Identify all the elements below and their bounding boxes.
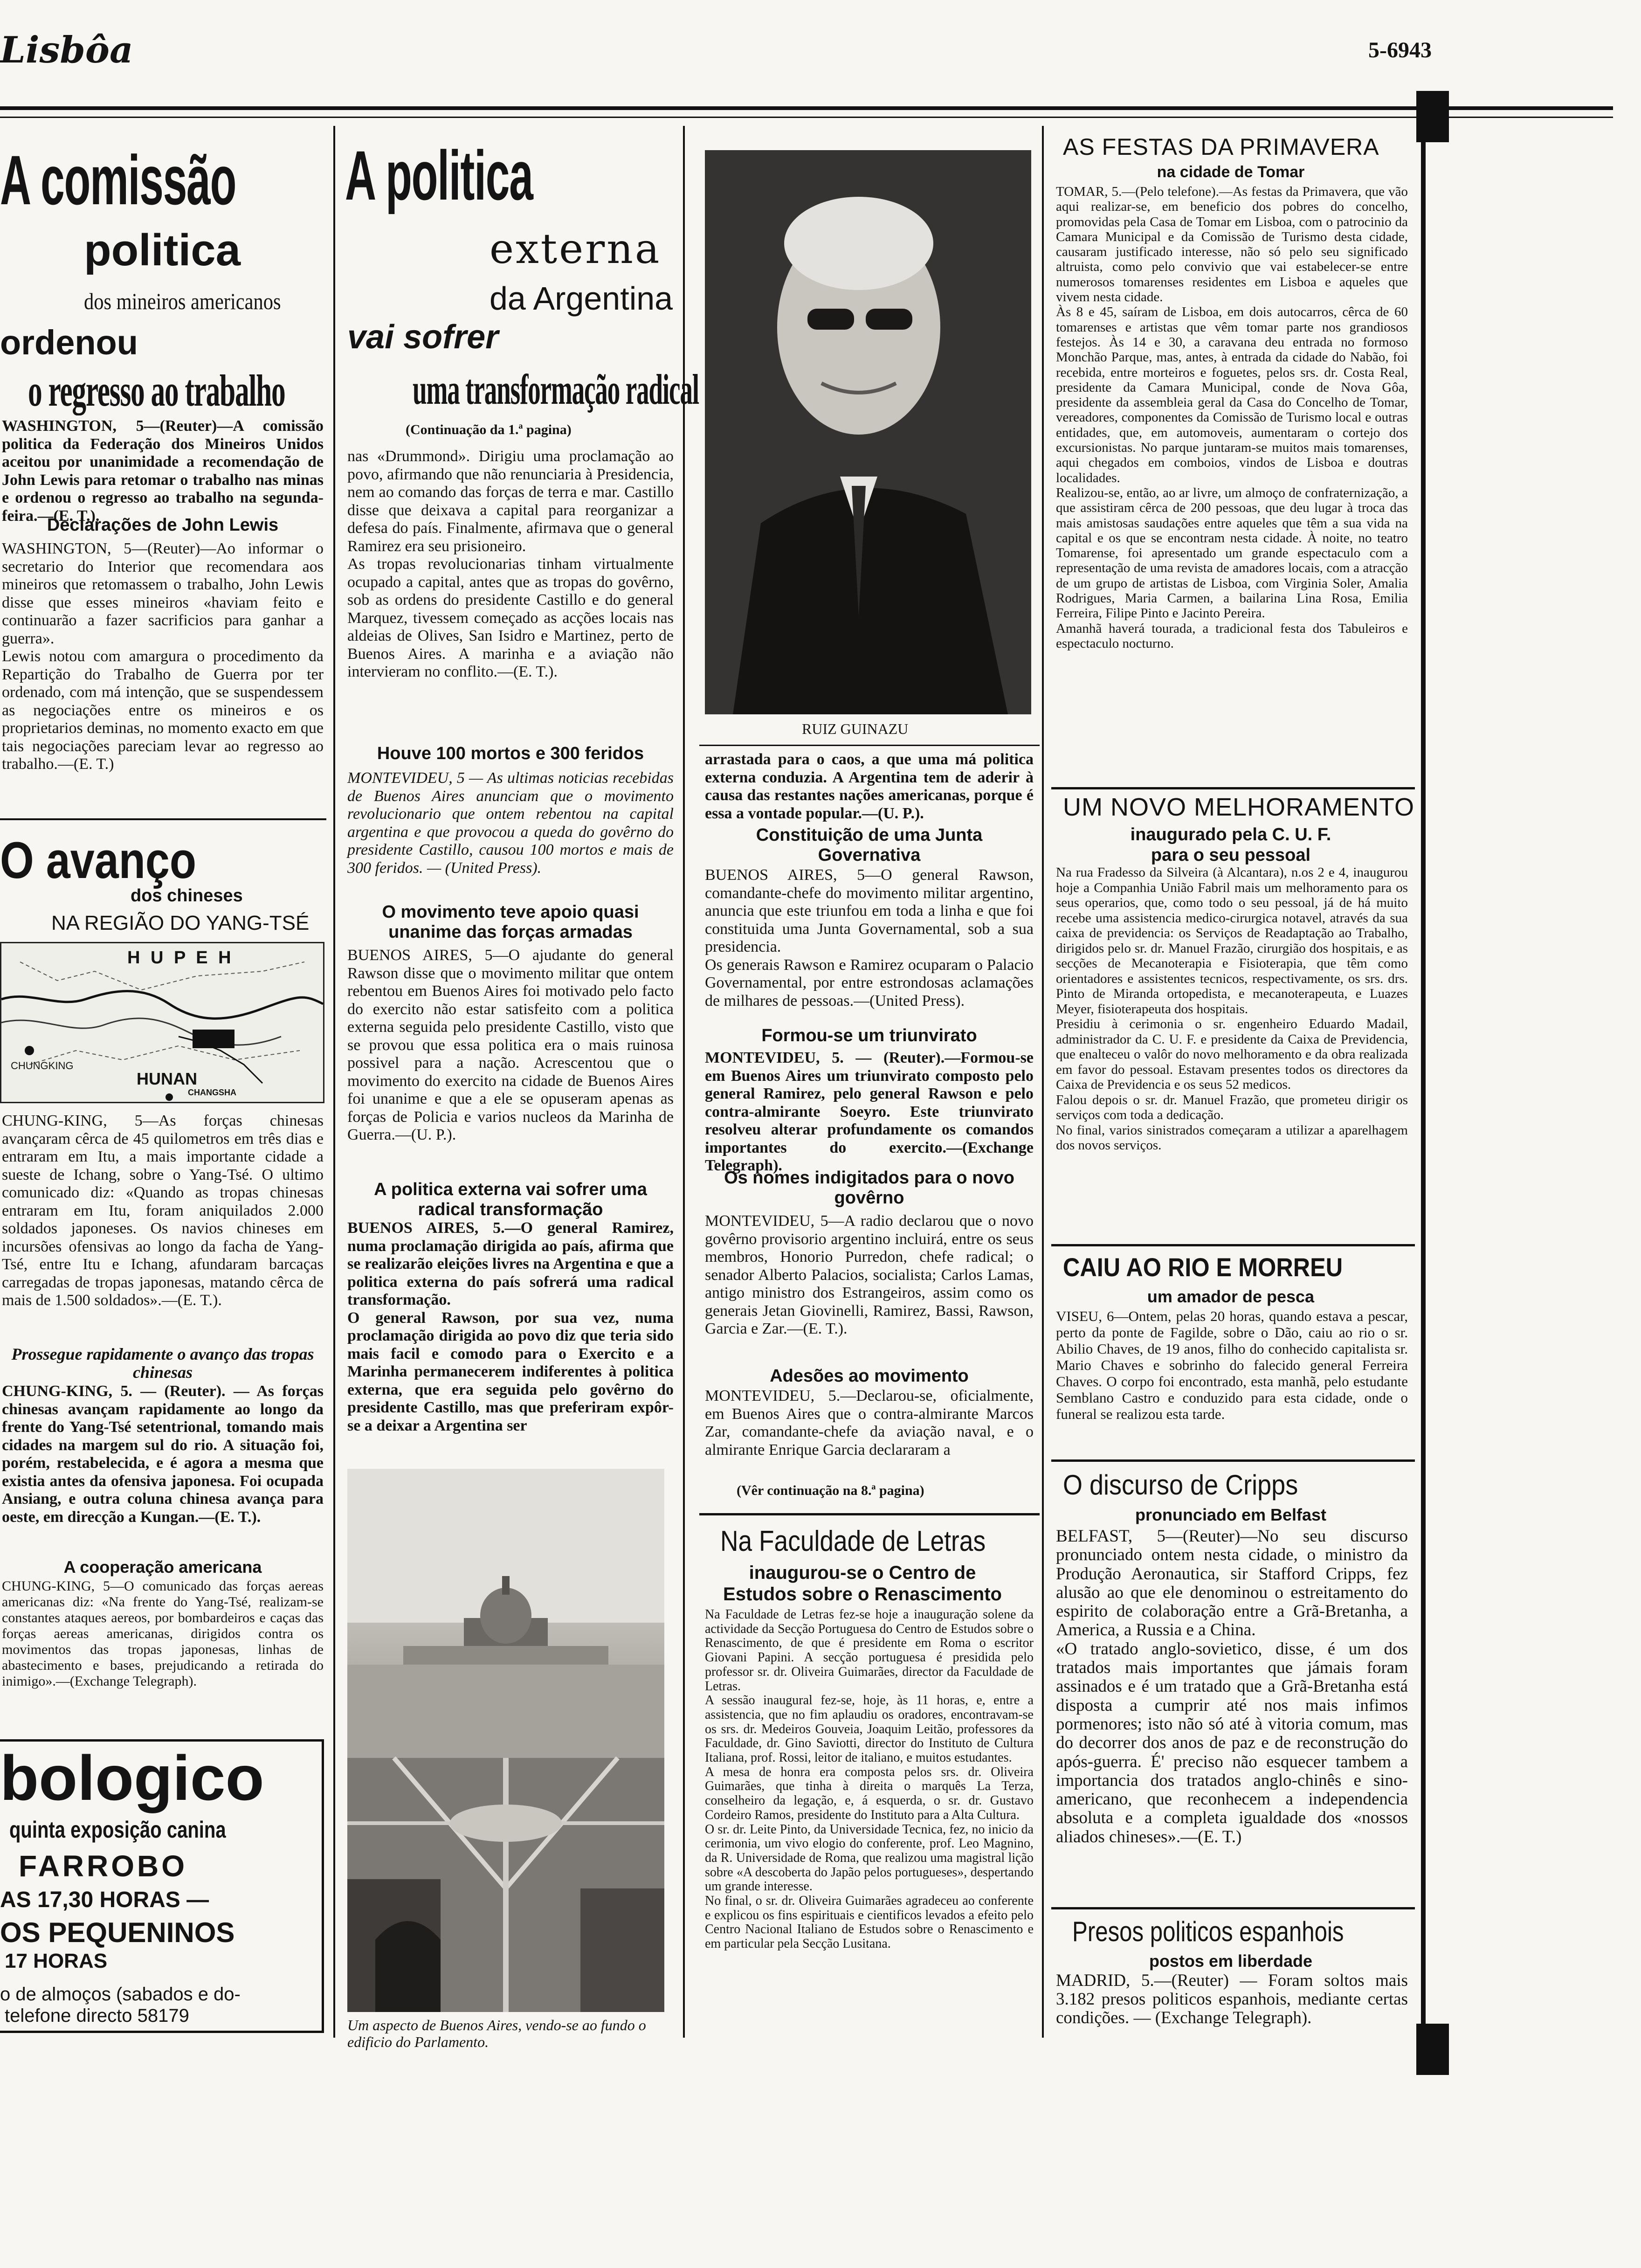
subhead-pesca: um amador de pesca (1147, 1287, 1315, 1306)
article-apoio: BUENOS AIRES, 5—O ajudante do general Rawson disse que o movimento militar que ontem rebentou em Buenos Aires foi motivado pelo facto do exercito não estar satisfeito com a politica externa seguida pelo presidente Castillo, visto que se provou que essa politica era o mais ruinosa possivel para a nação. Acrescentou que o movimento do exercito na cidade de Buenos Aires foi unanime e que a ele se opuseram apenas as forças de Policia e varios nucleos da Marinha de Guerra.—(U. P.). (347, 947, 674, 1143)
column-divider (333, 126, 335, 2038)
ad-line1: quinta exposição canina (9, 1817, 226, 1843)
subhead-nomes: Os nomes indigitados para o novo govêrno (724, 1168, 1014, 1208)
subhead-belfast: pronunciado em Belfast (1135, 1505, 1327, 1524)
headline-regresso: o regresso ao trabalho (28, 366, 285, 415)
section-rule (0, 818, 326, 820)
headline-politica: politica (84, 225, 241, 275)
section-rule (1051, 1459, 1415, 1462)
subhead-chineses: dos chineses (131, 886, 243, 906)
continuation-8-note: (Vêr continuação na 8.ª pagina) (737, 1483, 924, 1498)
photo-buenos-aires (347, 1469, 664, 2012)
page-edge-rule (1421, 107, 1426, 2066)
subhead-liberdade: postos em liberdade (1149, 1951, 1313, 1971)
article-melhoramento: Na rua Fradesso da Silveira (à Alcantara), n.os 2 e 4, inaugurou hoje a Companhia União Fabril mais um melhoramento para os seus operarios, que, como todo o seu pessoal, já de há muito recebe uma assistencia medico-cirurgica notavel, através da sua caixa de previdencia: os Serviços de Readaptação ao Trabalho, dirigidos pelo sr. dr. Manuel Frazão, cirurgião dos hospitais, e as secções de Mecanoterapia e Fisioterapia, que têm como orientadores e assistentes tecnicos, respectivamente, os srs. drs. Pinto de Miranda ortopedista, e mecanoterapeuta, e Luazes Meyer, fisioterapeuta dos hospitais. Presidiu à cerimonia o sr. engenheiro Eduardo Madail, administrador da C. U. F. e presidente da Caixa de Previdencia, que enalteceu o valôr do novo melhoramento e da obra realizada em favor do pessoal. Estavam presentes todos os directores da Caixa de Previdencia e os seus 52 medicos. Falou depois o sr. dr. Manuel Frazão, que prometeu dirigir os serviços com toda a dedicação. No final, varios sinistrados começaram a utilizar a aparelhagem dos novos serviços. (1056, 865, 1408, 1153)
page-edge-marker (1416, 91, 1449, 142)
masthead-city: Lisbôa (0, 29, 133, 71)
page-edge-marker (1416, 2024, 1449, 2075)
subhead-cuf: inaugurado pela C. U. F. para o seu pessoal (1130, 825, 1331, 865)
article-nomes: MONTEVIDEU, 5—A radio declarou que o novo govêrno provisorio argentino incluirá, entre os seus membros, Honorio Purredon, chefe radical; o senador Alberto Palacios, socialista; Carlos Lamas, antigo ministro dos Estrangeiros, assim como os generais Jetan Giovinelli, Ramirez, Bassi, Rawson, Garcia e Zar.—(E. T.). (705, 1212, 1034, 1337)
ad-line2: FARROBO (19, 1849, 187, 1883)
headline-comissao: A comissão (0, 141, 236, 219)
ad-line3: AS 17,30 HORAS — (0, 1888, 209, 1912)
headline-vai-sofrer: vai sofrer (347, 318, 499, 356)
article-transformacao: BUENOS AIRES, 5.—O general Ramirez, numa proclamação dirigida ao país, afirma que se realizarão eleições livres na Argentina e que a politica externa do país sofrerá uma radical transformação. O general Rawson, por sua vez, numa proclamação dirigida ao povo diz que teria sido mais facil e comodo para o Exercito e a Marinha permanecerem indiferentes à politica externa, que era seguida pelo govêrno do presidente Castillo, mas que preferiram expôr-se a deixar a Argentina ser (347, 1219, 674, 1434)
headline-caiu-rio: CAIU AO RIO E MORREU (1063, 1252, 1343, 1282)
ad-line4: OS PEQUENINOS (0, 1917, 235, 1948)
section-rule (1051, 787, 1415, 789)
article-comissao-body: WASHINGTON, 5—(Reuter)—Ao informar o secretario do Interior que recomendara aos mineiros que retomassem o trabalho, John Lewis disse que esses mineiros «haviam feito e continuarão a fazer sacrificios para ganhar a guerra». Lewis notou com amargura o procedimento da Repartição do Trabalho de Guerra por ter ordenado, com má intenção, que se suspendessem as negociações entre os mineiros e os proprietarios deminas, no momento exacto em que tais negociações pareciam levar ao regresso ao trabalho.—(E. T.) (2, 540, 324, 773)
masthead-rule (0, 106, 1613, 110)
masthead-rule-thin (0, 117, 1613, 118)
subhead-junta: Constituição de uma Junta Governativa (756, 825, 983, 865)
subhead-prossegue: Prossegue rapidamente o avanço das tropas chinesas (11, 1345, 314, 1382)
article-argentina-body: nas «Drummond». Dirigiu uma proclamação ao povo, afirmando que não renunciaria à Presidencia, nem ao comando das forças de terra e mar. Castillo disse que deixava a capital para reorganizar a defesa do país. Finalmente, afirmava que o general Ramirez era seu prisioneiro. As tropas revolucionarias tinham virtualmente ocupado a capital, antes que as tropas do govêrno, sob as ordens do presidente Castillo e do general Marquez, tivessem começado as acções locais nas aldeias de Olives, San Isidro e Martinez, perto de Buenos Aires. A marinha e a aviação não intervieram no conflito.—(E. T.). (347, 448, 674, 680)
map-yang-tse (0, 942, 324, 1103)
ad-line7: telefone directo 58179 (5, 2005, 189, 2026)
subhead-triunvirato: Formou-se um triunvirato (761, 1026, 977, 1045)
article-mortos: MONTEVIDEU, 5 — As ultimas noticias recebidas de Buenos Aires anunciam que o movimento revolucionario que ontem rebentou na capital argentina e que provocou a queda do govêrno do presidente Castillo, causou 100 mortos e mais de 300 feridos. — (United Press). (347, 769, 674, 877)
headline-transformacao: uma transformação radical (413, 366, 699, 413)
advertisement-box (0, 1739, 324, 2033)
article-faculdade: Na Faculdade de Letras fez-se hoje a inauguração solene da actividade da Secção Portuguesa do Centro de Estudos sobre o Renascimento, de que é presidente em Roma o escritor Giovani Papini. A secção portuguesa é presidida pelo professor sr. dr. Oliveira Guimarães, director da Faculdade de Letras. A sessão inaugural fez-se, hoje, às 11 horas, e, entre a assistencia, que no fim aplaudiu os oradores, encontravam-se os srs. dr. Medeiros Gouveia, Joaquim Leitão, professores da Faculdade, dr. Gino Saviotti, director do Instituto de Cultura Italiana, prof. Rossi, leitor de italiano, e muitos estudantes. A mesa de honra era composta pelos srs. dr. Oliveira Guimarães, que tinha à direita o marquês La Terza, conselheiro da legação, e, á esquerda, o sr. dr. Gustavo Cordeiro Ramos, presidente do Instituto para a Alta Cultura. O sr. dr. Leite Pinto, da Universidade Tecnica, fez, no inicio da cerimonia, um vivo elogio do conferente, prof. Leo Magnino, da R. Universidade de Roma, que realizou uma magistral lição sobre «A descoberta do Japão pelos portugueses», despertando um grande interesse. No final, o sr. dr. Oliveira Guimarães agradeceu ao conferente e explicou os fins espirituais e cientificos levados a efeito pelo Centro Nacional Italiano de Estudos sobre o Renascimento e em particular pela Secção Lusitana. (705, 1607, 1034, 1951)
headline-da-argentina: da Argentina (490, 280, 673, 317)
headline-a-politica: A politica (345, 136, 533, 214)
subhead-centro-estudos: inaugurou-se o Centro de Estudos sobre o Renascimento (723, 1563, 1002, 1604)
headline-avanco: O avanço (0, 832, 196, 889)
photo-caption-guinazu: RUIZ GUINAZU (802, 720, 909, 737)
map-label-hupeh: H U P E H (127, 948, 234, 968)
subhead-tomar: na cidade de Tomar (1157, 163, 1305, 181)
map-label-changsha: CHANGSHA (188, 1088, 237, 1097)
headline-faculdade: Na Faculdade de Letras (720, 1525, 986, 1557)
ad-line6: o de almoços (sabados e do- (0, 1984, 241, 2005)
article-festas: TOMAR, 5.—(Pelo telefone).—As festas da Primavera, que vão aqui realizar-se, em beneficio dos pobres do concelho, promovidas pela Casa de Tomar em Lisboa, com o patrocinio da Camara Municipal e da Comissão de Turismo desta cidade, causaram justificado interesse, não só pelo seu significado altruista, como pelo convivio que vai estabelecer-se entre numerosos tomarenses residentes em Lisboa e aqueles que vivem nesta cidade. Às 8 e 45, saíram de Lisboa, em dois autocarros, cêrca de 60 tomarenses e artistas que vêm tomar parte nos grandiosos festejos. Às 14 e 30, a caravana deu entrada no formoso Monchão Parque, mas, antes, à entrada da cidade do Nabão, foi recebida, entre morteiros e foguetes, pelos srs. dr. Costa Real, presidente da Camara Municipal, conde de Nova Gôa, presidente da assembleia geral da Casa do Concelho de Tomar, vereadores, componentes da Comissão de Turismo local e outras entidades, que, em automoveis, aumentaram o cortejo dos excursionistas. No parque juntaram-se muitos mais tomarenses, aqui chegados em comboios, vindos de Lisboa e doutras localidades. Realizou-se, então, ao ar livre, um almoço de confraternização, a que assistiram cêrca de 200 pessoas, que deu lugar à troca das mais amistosas saudações entre aqueles que têm a sua vida na capital e os que se encontram nesta cidade. À noite, no teatro Tomarense, foi apresentado um grande espectaculo com a representação de uma revista de amadores locais, com a atracção de um grupo de artistas de Lisboa, com Virginia Soler, Amalia Rodrigues, Maria Carmen, a bailarina Lina Rosa, Emilia Ferreira, Filipe Pinto e Jacinto Pereira. Amanhã haverá tourada, a tradicional festa dos Tabuleiros e espectaculo nocturno. (1056, 184, 1408, 651)
subhead-yang-tse: NA REGIÃO DO YANG-TSÉ (51, 912, 310, 934)
ad-line5: 17 HORAS (5, 1950, 108, 1972)
section-rule (1051, 1907, 1415, 1909)
headline-presos: Presos politicos espanhois (1072, 1916, 1344, 1947)
subhead-apoio: O movimento teve apoio quasi unanime das forças armadas (382, 902, 639, 942)
masthead-date-code: 5-6943 (1368, 38, 1432, 62)
subhead-cooperacao: A cooperação americana (63, 1557, 262, 1577)
article-avanco-body2: CHUNG-KING, 5. — (Reuter). — As forças chinesas avançam rapidamente ao longo da frente do Yang-Tsé setentrional, tomando mais cidades na margem sul do rio. A situação foi, porém, restabelecida, e é agora a mesma que existia antes da ofensiva japonesa. Foi ocupada Ansiang, e outra coluna chinesa avança para oeste, em direcção a Kungan.—(E. T.). (2, 1383, 324, 1526)
section-rule (699, 1513, 1040, 1515)
photo-portrait-drawing (705, 150, 1031, 714)
article-avanco-body: CHUNG-KING, 5—As forças chinesas avançaram cêrca de 45 quilometros em três dias e entraram em Itu, a mais importante cidade a sueste de Ichang, sobre o Yang-Tsé. O ultimo comunicado diz: «Quando as tropas chinesas entraram em Itu, foram aniquilados 2.000 soldados japoneses. Os navios chineses em incursões ofensivas ao longo da facha de Yang-Tsé, entre Itu e Ichang, afundaram barcaças carregadas de tropas japonesas, matando cêrca de mais de 1.500 soldados».—(E. T.). (2, 1112, 324, 1309)
subhead-declaracoes: Declarações de John Lewis (47, 515, 279, 535)
photo-ruiz-guinazu (705, 150, 1031, 714)
map-label-hunan: HUNAN (137, 1069, 197, 1088)
headline-externa: externa (490, 225, 662, 273)
article-junta: BUENOS AIRES, 5—O general Rawson, comandante-chefe do movimento militar argentino, anuncia que este triunfou em toda a linha e que foi constituida uma Junta Governamental, sob a sua presidencia. Os generais Rawson e Ramirez ocuparam o Palacio Governamental, por entre estrondosas aclamações de milhares de pessoas.—(United Press). (705, 866, 1034, 1010)
headline-melhoramento: UM NOVO MELHORAMENTO (1063, 793, 1415, 821)
article-avanco-body3: CHUNG-KING, 5—O comunicado das forças aereas americanas diz: «Na frente do Yang-Tsé, realizam-se constantes ataques aereos, por bombardeiros e caças das forças aereas americanas, dirigidos contra os movimentos das tropas japonesas, linhas de abastecimento e bases, prejudicando a retirada do inimigo».—(Exchange Telegraph). (2, 1578, 324, 1689)
caption-buenos-aires: Um aspecto de Buenos Aires, vendo-se ao fundo o edificio do Parlamento. (347, 2017, 646, 2050)
photo-buenos-aires-drawing (347, 1469, 664, 2012)
continuation-note: (Continuação da 1.ª pagina) (406, 422, 572, 437)
photo-rule (699, 745, 1040, 746)
section-rule (1051, 1244, 1415, 1246)
column-divider (1042, 126, 1044, 2038)
article-comissao-lead: WASHINGTON, 5—(Reuter)—A comissão politica da Federação dos Mineiros Unidos aceitou por unanimidade a recomendação de John Lewis para retomar o trabalho nas minas e ordenou o regresso ao trabalho na segunda-feira.—(E. T.). (2, 417, 324, 525)
article-adesoes: MONTEVIDEU, 5.—Declarou-se, oficialmente, em Buenos Aires que o contra-almirante Marcos Zar, comandante-chefe da aviação naval, e o almirante Enrique Garcia declararam a (705, 1387, 1034, 1459)
article-triunvirato: MONTEVIDEU, 5. — (Reuter).—Formou-se em Buenos Aires um triunvirato composto pelo general Ramirez, pelo general Rawson e pelo contra-almirante Soeyro. Este triunvirato resolveu alterar profundamente os comandos importantes do exercito.—(Exchange Telegraph). (705, 1049, 1034, 1174)
map-label-chungking: CHUNGKING (11, 1060, 74, 1072)
headline-ordenou: ordenou (0, 323, 138, 362)
subhead-mineiros: dos mineiros americanos (84, 288, 281, 314)
headline-cripps: O discurso de Cripps (1063, 1469, 1298, 1500)
subhead-transformacao: A politica externa vai sofrer uma radical transformação (374, 1180, 647, 1219)
article-caos: arrastada para o caos, a que uma má politica externa conduzia. A Argentina tem de aderir à causa das restantes nações americanas, porque é essa a vontade popular.—(U. P.). (705, 751, 1034, 822)
ad-title: bologico (0, 1742, 264, 1813)
subhead-adesoes: Adesões ao movimento (770, 1366, 969, 1386)
article-caiu-rio: VISEU, 6—Ontem, pelas 20 horas, quando estava a pescar, perto da ponte de Fagilde, sobre o Dão, caiu ao rio o sr. Abilio Chaves, de 19 anos, filho do conhecido capitalista sr. Mario Chaves e sobrinho do falecido general Ferreira Chaves. O corpo foi encontrado, esta manhã, pelo estudante Semblano Castro e conduzido para esta cidade, onde o funeral se realizou esta tarde. (1056, 1308, 1408, 1422)
article-cripps: BELFAST, 5—(Reuter)—No seu discurso pronunciado ontem nesta cidade, o ministro da Produção Aeronautica, sir Stafford Cripps, fez alusão ao que ele denominou o estreitamento do espirito de colaboração entre a Grã-Bretanha, a America, a Russia e a China. «O tratado anglo-sovietico, disse, é um dos tratados mais importantes que jámais foram assinados e é um tratado que a Grã-Bretanha está disposta a cumprir até nos mais infimos pormenores; isto não só até à vitoria comum, mas do decorrer dos anos de paz e de reconstrução do após-guerra. É' preciso não esquecer tambem a importancia dos tratados anglo-chinês e sino-americano, que reconhecem a independencia absoluta e a completa igualdade dos «nossos aliados chineses».—(E. T.) (1056, 1527, 1408, 1846)
article-presos: MADRID, 5.—(Reuter) — Foram soltos mais 3.182 presos politicos espanhois, mediante certas condições. — (Exchange Telegraph). (1056, 1971, 1408, 2027)
headline-festas: AS FESTAS DA PRIMAVERA (1063, 134, 1379, 160)
subhead-mortos: Houve 100 mortos e 300 feridos (377, 744, 644, 763)
